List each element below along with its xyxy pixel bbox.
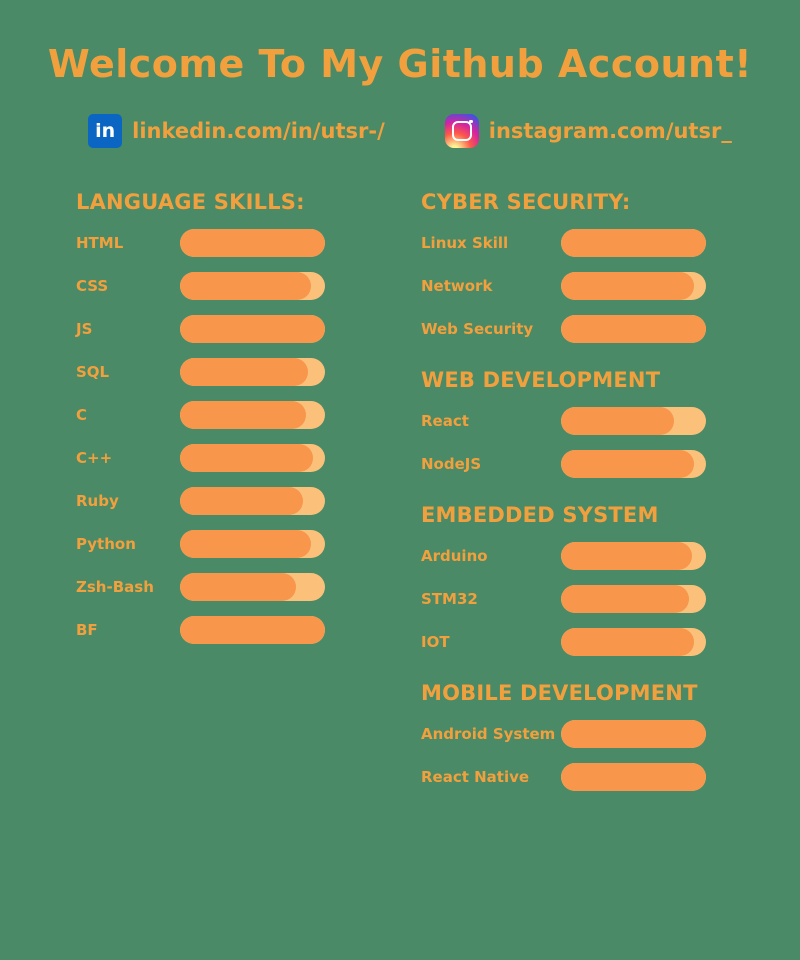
skill-row [421,314,736,344]
linkedin-label: linkedin.com/in/utsr-/ [132,119,385,143]
skill-bar-fill [561,763,706,791]
skill-row [421,762,736,792]
skill-label: Android System [421,725,556,743]
skill-bar-fill [180,487,303,515]
skill-bar-fill [561,450,694,478]
skill-row [421,541,736,571]
page-title: Welcome To My Github Account! [47,42,753,86]
skill-bar-fill [561,315,706,343]
section-heading-mobile-development: MOBILE DEVELOPMENT [421,681,698,705]
section-heading-cyber-security: CYBER SECURITY: [421,190,631,214]
skill-bar-track [180,487,325,515]
skill-row [76,615,391,645]
skill-row [421,627,736,657]
skill-row [421,228,736,258]
instagram-icon [445,114,479,148]
skill-label: NodeJS [421,455,482,473]
skill-label: BF [76,621,98,639]
skill-row [76,314,391,344]
left-skills-column [76,190,391,805]
skill-bar-track [561,720,706,748]
skill-bar-fill [180,530,311,558]
skill-bar-fill [561,585,689,613]
skill-label: HTML [76,234,124,252]
social-link-instagram[interactable] [445,114,732,148]
skill-label: CSS [76,277,109,295]
skill-bar-fill [180,229,325,257]
skill-bar-track [561,315,706,343]
skill-bar-track [180,530,325,558]
skill-bar-fill [180,444,313,472]
skill-bar-track [561,229,706,257]
skill-row [76,486,391,516]
skill-list-language [76,228,391,645]
skill-label: C [76,406,88,424]
skill-label: SQL [76,363,110,381]
skill-label: JS [76,320,93,338]
skill-bar-track [561,450,706,478]
skill-bar-track [561,407,706,435]
skill-row [421,406,736,436]
skill-bar-fill [180,358,308,386]
skill-bar-track [561,763,706,791]
skill-bar-track [180,616,325,644]
skill-label: STM32 [421,590,478,608]
section-heading-language-skills: LANGUAGE SKILLS: [76,190,305,214]
skill-bar-fill [180,573,296,601]
skill-label: Web Security [421,320,534,338]
skill-bar-track [180,358,325,386]
skill-label: React [421,412,469,430]
skill-label: Arduino [421,547,488,565]
skill-bar-track [561,585,706,613]
skill-row [76,529,391,559]
skill-bar-track [180,272,325,300]
skill-bar-fill [561,628,694,656]
skill-bar-fill [561,272,694,300]
skills-columns [0,190,800,805]
skill-row [76,228,391,258]
skill-row [421,584,736,614]
skill-label: C++ [76,449,113,467]
skill-sections-right [421,190,736,792]
social-link-linkedin[interactable] [88,114,385,148]
skill-row [76,271,391,301]
skill-label: Zsh-Bash [76,578,154,596]
skill-label: Linux Skill [421,234,509,252]
skill-row [76,357,391,387]
skill-label: React Native [421,768,530,786]
skill-label: Network [421,277,493,295]
skill-label: IOT [421,633,450,651]
skill-bar-track [561,542,706,570]
skill-bar-track [180,401,325,429]
skill-bar-track [180,229,325,257]
skill-bar-fill [561,229,706,257]
skill-bar-fill [561,407,674,435]
skill-bar-track [561,272,706,300]
social-links [0,114,800,148]
skill-bar-fill [180,401,306,429]
skill-bar-fill [180,616,325,644]
skill-row [76,443,391,473]
instagram-label: instagram.com/utsr_ [488,119,732,143]
skill-bar-fill [561,720,706,748]
skill-row [421,719,736,749]
skill-bar-track [180,315,325,343]
skill-row [421,449,736,479]
section-heading-embedded-system: EMBEDDED SYSTEM [421,503,659,527]
skill-label: Ruby [76,492,119,510]
skill-bar-track [180,573,325,601]
skill-bar-fill [180,272,311,300]
skill-row [76,572,391,602]
skill-row [76,400,391,430]
right-skills-column [421,190,736,805]
section-heading-web-development: WEB DEVELOPMENT [421,368,661,392]
skill-row [421,271,736,301]
linkedin-icon: in [88,114,122,148]
skill-bar-fill [561,542,692,570]
skill-label: Python [76,535,136,553]
skill-bar-fill [180,315,325,343]
skill-bar-track [561,628,706,656]
skill-bar-track [180,444,325,472]
